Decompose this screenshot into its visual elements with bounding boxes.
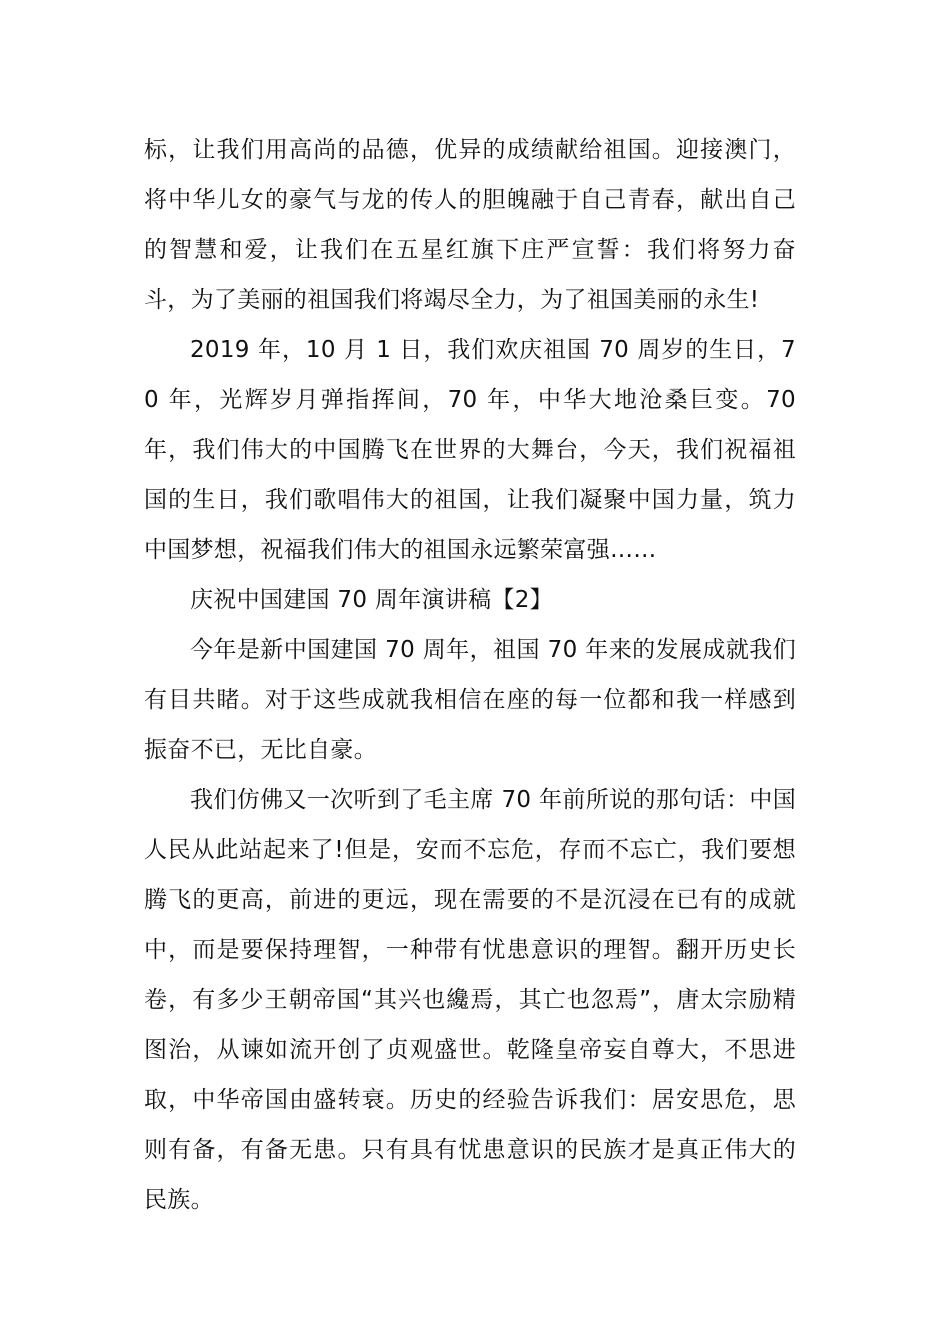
paragraph-continuation: 标，让我们用高尚的品德，优异的成绩献给祖国。迎接澳门，将中华儿女的豪气与龙的传人的胆魄融于自己青春，献出自己的智慧和爱，让我们在五星红旗下庄严宣誓：我们将努力奋斗，为了美丽的祖国我们将竭尽全力，为了祖国美丽的永生! <box>144 137 796 313</box>
paragraph-anniversary: 2019 年，10 月 1 日，我们欢庆祖国 70 周岁的生日，70 年，光辉岁月弹指挥间，70 年，中华大地沧桑巨变。70 年，我们伟大的中国腾飞在世界的大舞台，今天，我们祝福祖国的生日，我们歌唱伟大的祖国，让我们凝聚中国力量，筑力中国梦想，祝福我们伟大的祖国永远繁荣富强…… <box>144 337 796 563</box>
document-body <box>144 125 796 1225</box>
section-heading: 庆祝中国建国 70 周年演讲稿【2】 <box>190 587 553 613</box>
paragraph-history: 我们仿佛又一次听到了毛主席 70 年前所说的那句话：中国人民从此站起来了!但是，安而不忘危，存而不忘亡，我们要想腾飞的更高，前进的更远，现在需要的不是沉浸在已有的成就中，而是要保持理智，一种带有忧患意识的理智。翻开历史长卷，有多少王朝帝国“其兴也纔焉，其亡也忽焉”，唐太宗励精图治，从谏如流开创了贞观盛世。乾隆皇帝妄自尊大，不思进取，中华帝国由盛转衰。历史的经验告诉我们：居安思危，思则有备，有备无患。只有具有忧患意识的民族才是真正伟大的民族。 <box>144 787 796 1213</box>
paragraph-intro: 今年是新中国建国 70 周年，祖国 70 年来的发展成就我们有目共睹。对于这些成就我相信在座的每一位都和我一样感到振奋不已，无比自豪。 <box>144 637 796 763</box>
